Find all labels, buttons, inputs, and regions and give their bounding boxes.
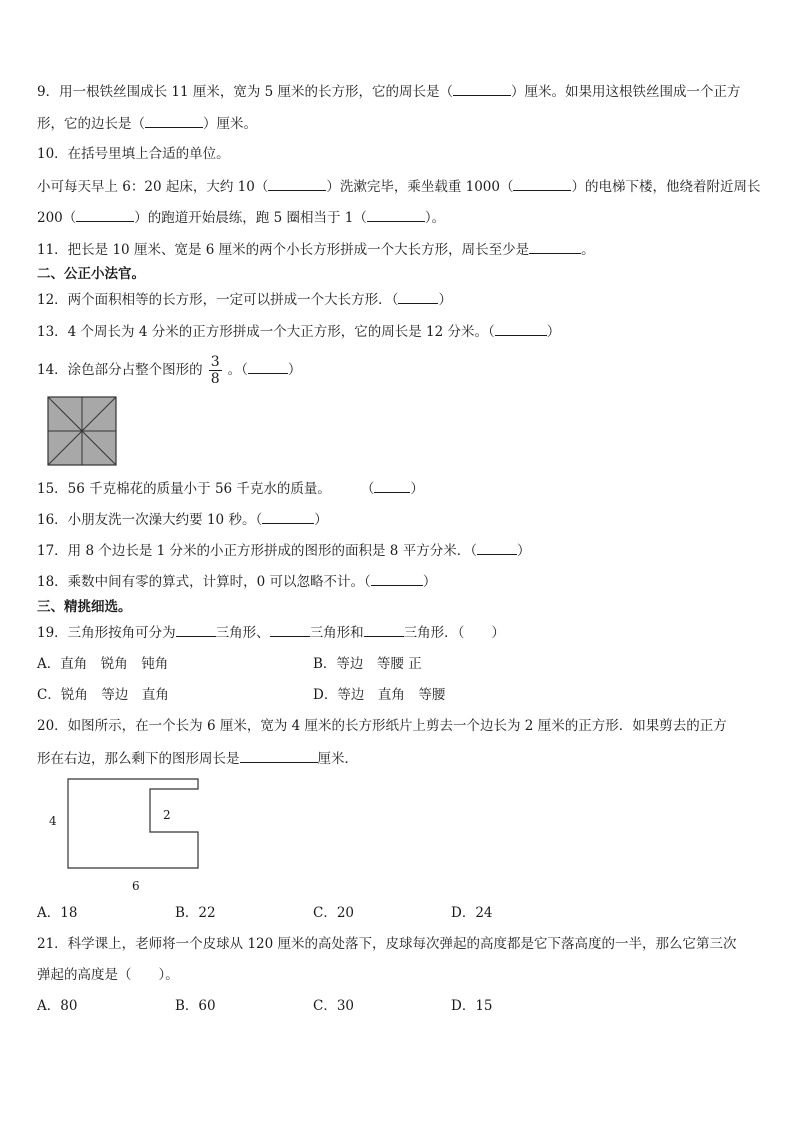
figure-label-length: 6 [132, 879, 140, 893]
question-15: 15．56 千克棉花的质量小于 56 千克水的质量。 （ ） [37, 478, 424, 499]
question-14: 14．涂色部分占整个图形的 $\frac{3}{8}$ 。（ ） [37, 354, 302, 387]
question-10-line2: 200（ ）的跑道开始晨练，跑 5 圈相当于 1（ ）。 [37, 207, 445, 228]
answer-blank[interactable] [374, 478, 410, 493]
figure-label-width: 4 [49, 814, 57, 828]
question-20-line2: 形在右边，那么剩下的图形周长是 厘米． [37, 748, 358, 769]
question-20-line1: 20．如图所示，在一个长为 6 厘米，宽为 4 厘米的长方形纸片上剪去一个边长为 2 厘米的正方形．如果剪去的正方 [37, 718, 727, 734]
question-12: 12．两个面积相等的长方形，一定可以拼成一个大长方形．（ ） [37, 289, 452, 310]
q19-option-d[interactable]: D．等边 直角 等腰 [313, 687, 446, 703]
answer-blank[interactable] [371, 571, 423, 586]
answer-blank[interactable] [176, 622, 216, 637]
q21-option-a[interactable]: A．80 [37, 998, 78, 1014]
q21-option-b[interactable]: B．60 [175, 998, 216, 1014]
answer-blank[interactable] [270, 622, 310, 637]
answer-blank[interactable] [76, 207, 134, 222]
section-2-heading: 二、公正小法官。 [37, 266, 145, 282]
q21-option-d[interactable]: D．15 [451, 998, 493, 1014]
question-21-line2: 弹起的高度是（ ）。 [37, 967, 179, 983]
q20-option-d[interactable]: D．24 [451, 905, 493, 921]
answer-blank[interactable] [145, 113, 203, 128]
question-11: 11．把长是 10 厘米、宽是 6 厘米的两个小长方形拼成一个大长方形，周长至少是 。 [37, 239, 595, 260]
question-21-line1: 21．科学课上，老师将一个皮球从 120 厘米的高处落下，皮球每次弹起的高度都是它下落高度的一半，那么它第三次 [37, 936, 737, 952]
answer-blank[interactable] [240, 748, 318, 763]
q20-option-b[interactable]: B．22 [175, 905, 216, 921]
answer-blank[interactable] [495, 321, 547, 336]
question-19: 19．三角形按角可分为 三角形、 三角形和 三角形．（ ） [37, 622, 505, 643]
section-3-heading: 三、精挑细选。 [37, 599, 132, 615]
answer-blank[interactable] [529, 239, 581, 254]
question-9-line2: 形，它的边长是（ ）厘米。 [37, 113, 257, 134]
figure-label-square-side: 2 [163, 808, 171, 822]
q19-option-c[interactable]: C．锐角 等边 直角 [37, 687, 169, 703]
q19-option-a[interactable]: A．直角 锐角 钝角 [37, 656, 169, 672]
remaining-shape-outline [68, 779, 198, 868]
answer-blank[interactable] [398, 289, 438, 304]
q20-option-a[interactable]: A．18 [37, 905, 78, 921]
answer-blank[interactable] [477, 540, 517, 555]
answer-blank[interactable] [268, 176, 326, 191]
question-18: 18．乘数中间有零的算式，计算时，0 可以忽略不计。（ ） [37, 571, 436, 592]
notched-rectangle-figure [40, 774, 210, 894]
answer-blank[interactable] [248, 359, 288, 374]
question-9-line1: 9．用一根铁丝围成长 11 厘米，宽为 5 厘米的长方形，它的周长是（ ）厘米。如果用这根铁丝围成一个正方 [37, 81, 741, 102]
q21-option-c[interactable]: C．30 [313, 998, 355, 1014]
answer-blank[interactable] [367, 207, 425, 222]
question-16: 16．小朋友洗一次澡大约要 10 秒。（ ） [37, 509, 328, 530]
q19-option-b[interactable]: B．等边 等腰 正 [313, 656, 422, 672]
answer-blank[interactable] [364, 622, 404, 637]
answer-blank[interactable] [513, 176, 571, 191]
octant-square-figure [47, 396, 117, 466]
question-10-line1: 小可每天早上 6：20 起床，大约 10（ ）洗漱完毕，乘坐载重 1000（ ）的电梯下楼，他绕着附近周长 [37, 176, 760, 197]
answer-blank[interactable] [453, 81, 511, 96]
question-10-title: 10．在括号里填上合适的单位。 [37, 146, 230, 162]
answer-blank[interactable] [262, 509, 314, 524]
q20-option-c[interactable]: C．20 [313, 905, 355, 921]
question-13: 13．4 个周长为 4 分米的正方形拼成一个大正方形，它的周长是 12 分米。（ ） [37, 321, 560, 342]
fraction-three-eighths: $\frac{3}{8}$ [210, 354, 220, 387]
question-17: 17．用 8 个边长是 1 分米的小正方形拼成的图形的面积是 8 平方分米．（ ） [37, 540, 530, 561]
